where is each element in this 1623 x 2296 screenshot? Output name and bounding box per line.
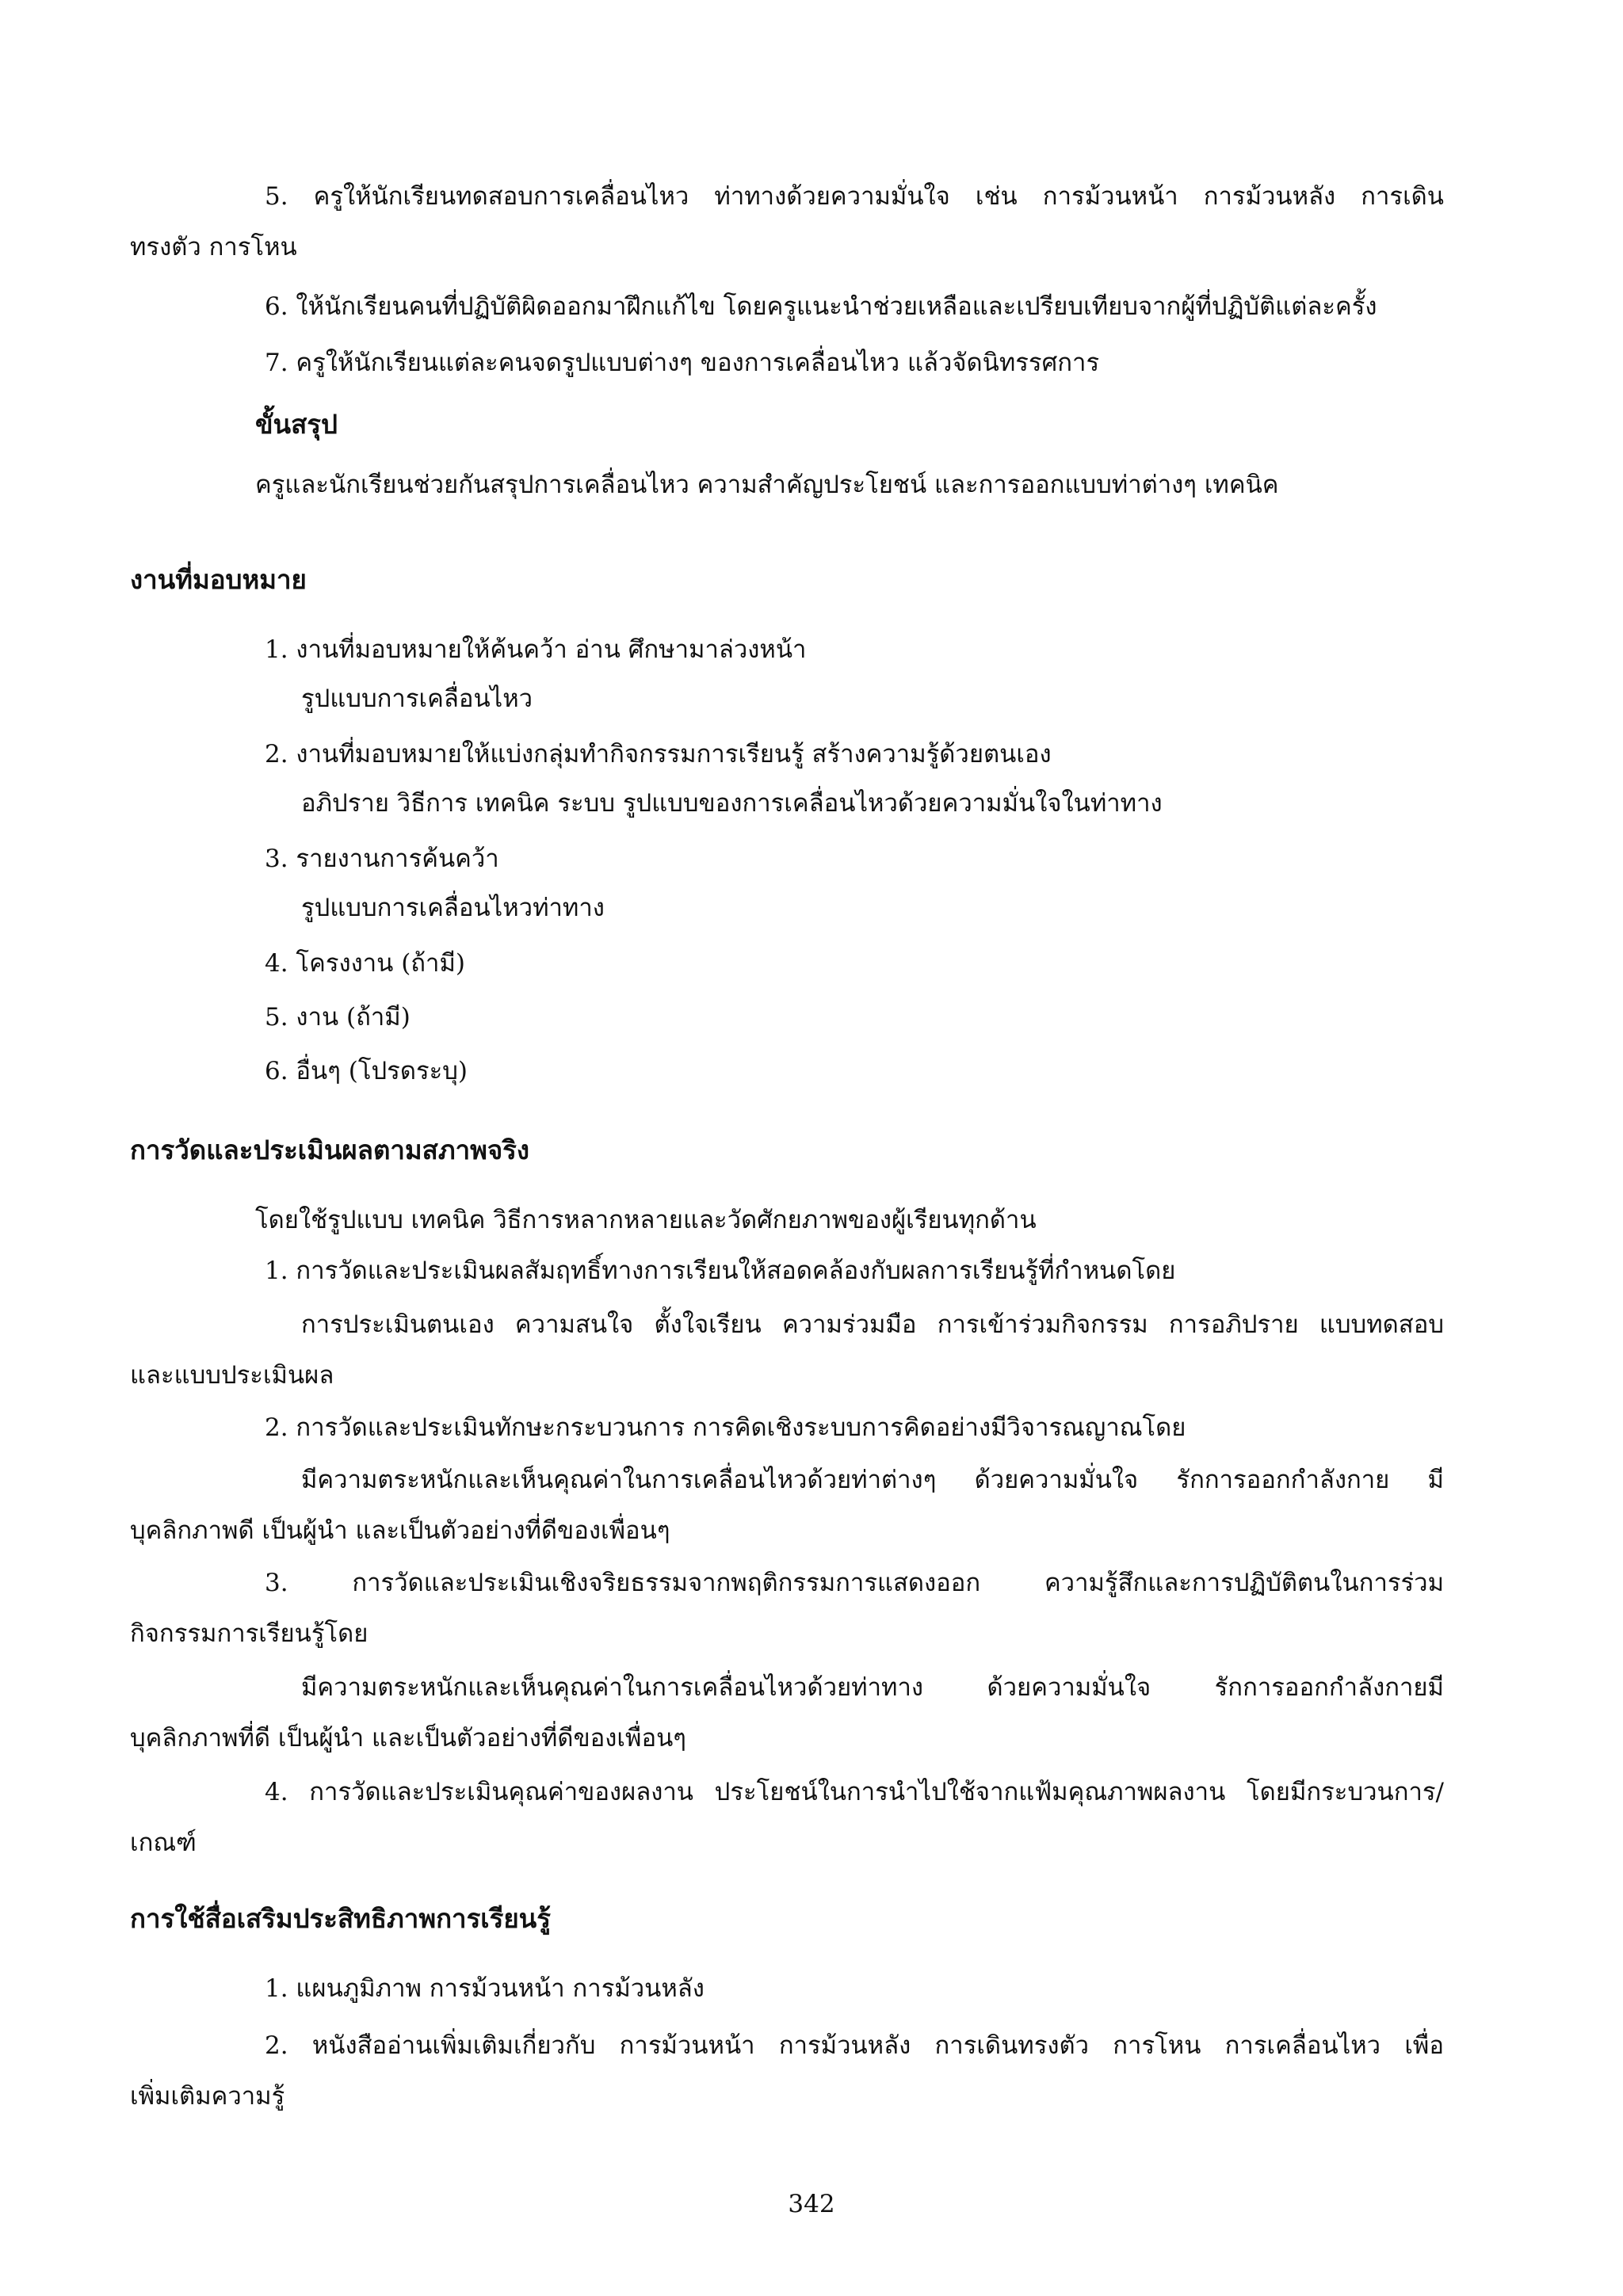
step-5-line1: 5. ครูให้นักเรียนทดสอบการเคลื่อนไหว ท่าทางด้วยความมั่นใจ เช่น การม้วนหน้า การม้วนหลัง การเดิน [265, 182, 1444, 211]
summary-text: ครูและนักเรียนช่วยกันสรุปการเคลื่อนไหว ความสำคัญประโยชน์ และการออกแบบท่าต่างๆ เทคนิค [255, 471, 1279, 499]
media-2-line1: 2. หนังสืออ่านเพิ่มเติมเกี่ยวกับ การม้วนหน้า การม้วนหลัง การเดินทรงตัว การโหน การเคลื่อนไหว เพื่อ [265, 2031, 1444, 2060]
assignment-1-line1: 1. งานที่มอบหมายให้ค้นคว้า อ่าน ศึกษามาล่วงหน้า [265, 635, 807, 664]
assessment-3-line3: มีความตระหนักและเห็นคุณค่าในการเคลื่อนไหวด้วยท่าทาง ด้วยความมั่นใจ รักการออกกำลังกายมี [301, 1673, 1444, 1702]
assessment-1-line3: และแบบประเมินผล [130, 1361, 334, 1390]
assessment-2-line2: มีความตระหนักและเห็นคุณค่าในการเคลื่อนไหวด้วยท่าต่างๆ ด้วยความมั่นใจ รักการออกกำลังกาย มี [301, 1466, 1444, 1494]
media-2-line2: เพิ่มเติมความรู้ [130, 2082, 285, 2111]
step-7: 7. ครูให้นักเรียนแต่ละคนจดรูปแบบต่างๆ ของการเคลื่อนไหว แล้วจัดนิทรรศการ [265, 349, 1100, 377]
assessment-2-line3: บุคลิกภาพดี เป็นผู้นำ และเป็นตัวอย่างที่ดีของเพื่อนๆ [130, 1516, 670, 1545]
assessment-4-line2: เกณฑ์ [130, 1829, 197, 1857]
assignment-2-line1: 2. งานที่มอบหมายให้แบ่งกลุ่มทำกิจกรรมการเรียนรู้ สร้างความรู้ด้วยตนเอง [265, 740, 1052, 769]
assessment-1-line1: 1. การวัดและประเมินผลสัมฤทธิ์ทางการเรียนให้สอดคล้องกับผลการเรียนรู้ที่กำหนดโดย [265, 1257, 1176, 1285]
summary-heading: ขั้นสรุป [255, 409, 338, 440]
assignments-heading: งานที่มอบหมาย [130, 564, 307, 595]
step-5-line2: ทรงตัว การโหน [130, 233, 297, 261]
assignment-5: 5. งาน (ถ้ามี) [265, 1003, 411, 1032]
assignment-4: 4. โครงงาน (ถ้ามี) [265, 949, 465, 978]
step-6: 6. ให้นักเรียนคนที่ปฏิบัติผิดออกมาฝึกแก้ไข โดยครูแนะนำช่วยเหลือและเปรียบเทียบจากผู้ที่ปฏิบัติแต่ละครั้ง [265, 292, 1377, 321]
assessment-heading: การวัดและประเมินผลตามสภาพจริง [130, 1135, 530, 1165]
assignment-6: 6. อื่นๆ (โปรดระบุ) [265, 1057, 468, 1085]
assignment-3-line1: 3. รายงานการค้นคว้า [265, 845, 499, 873]
assignment-1-line2: รูปแบบการเคลื่อนไหว [301, 685, 533, 713]
assignment-2-line2: อภิปราย วิธีการ เทคนิค ระบบ รูปแบบของการเคลื่อนไหวด้วยความมั่นใจในท่าทาง [301, 789, 1163, 818]
assessment-3-line2: กิจกรรมการเรียนรู้โดย [130, 1619, 369, 1648]
media-1: 1. แผนภูมิภาพ การม้วนหน้า การม้วนหลัง [265, 1974, 705, 2003]
assessment-3-line4: บุคลิกภาพที่ดี เป็นผู้นำ และเป็นตัวอย่างที่ดีของเพื่อนๆ [130, 1724, 686, 1753]
assessment-1-line2: การประเมินตนเอง ความสนใจ ตั้งใจเรียน ความร่วมมือ การเข้าร่วมกิจกรรม การอภิปราย แบบทดสอบ [301, 1310, 1444, 1339]
assignment-3-line2: รูปแบบการเคลื่อนไหวท่าทาง [301, 894, 605, 922]
assessment-intro: โดยใช้รูปแบบ เทคนิค วิธีการหลากหลายและวัดศักยภาพของผู้เรียนทุกด้าน [255, 1206, 1037, 1234]
assessment-3-line1: 3. การวัดและประเมินเชิงจริยธรรมจากพฤติกรรมการแสดงออก ความรู้สึกและการปฏิบัติตนในการร่วม [265, 1569, 1444, 1597]
assessment-2-line1: 2. การวัดและประเมินทักษะกระบวนการ การคิดเชิงระบบการคิดอย่างมีวิจารณญาณโดย [265, 1413, 1186, 1442]
assessment-4-line1: 4. การวัดและประเมินคุณค่าของผลงาน ประโยชน์ในการนำไปใช้จากแฟ้มคุณภาพผลงาน โดยมีกระบวนการ/ [265, 1778, 1444, 1806]
page-number: 342 [788, 2190, 835, 2218]
media-heading: การใช้สื่อเสริมประสิทธิภาพการเรียนรู้ [130, 1903, 551, 1934]
